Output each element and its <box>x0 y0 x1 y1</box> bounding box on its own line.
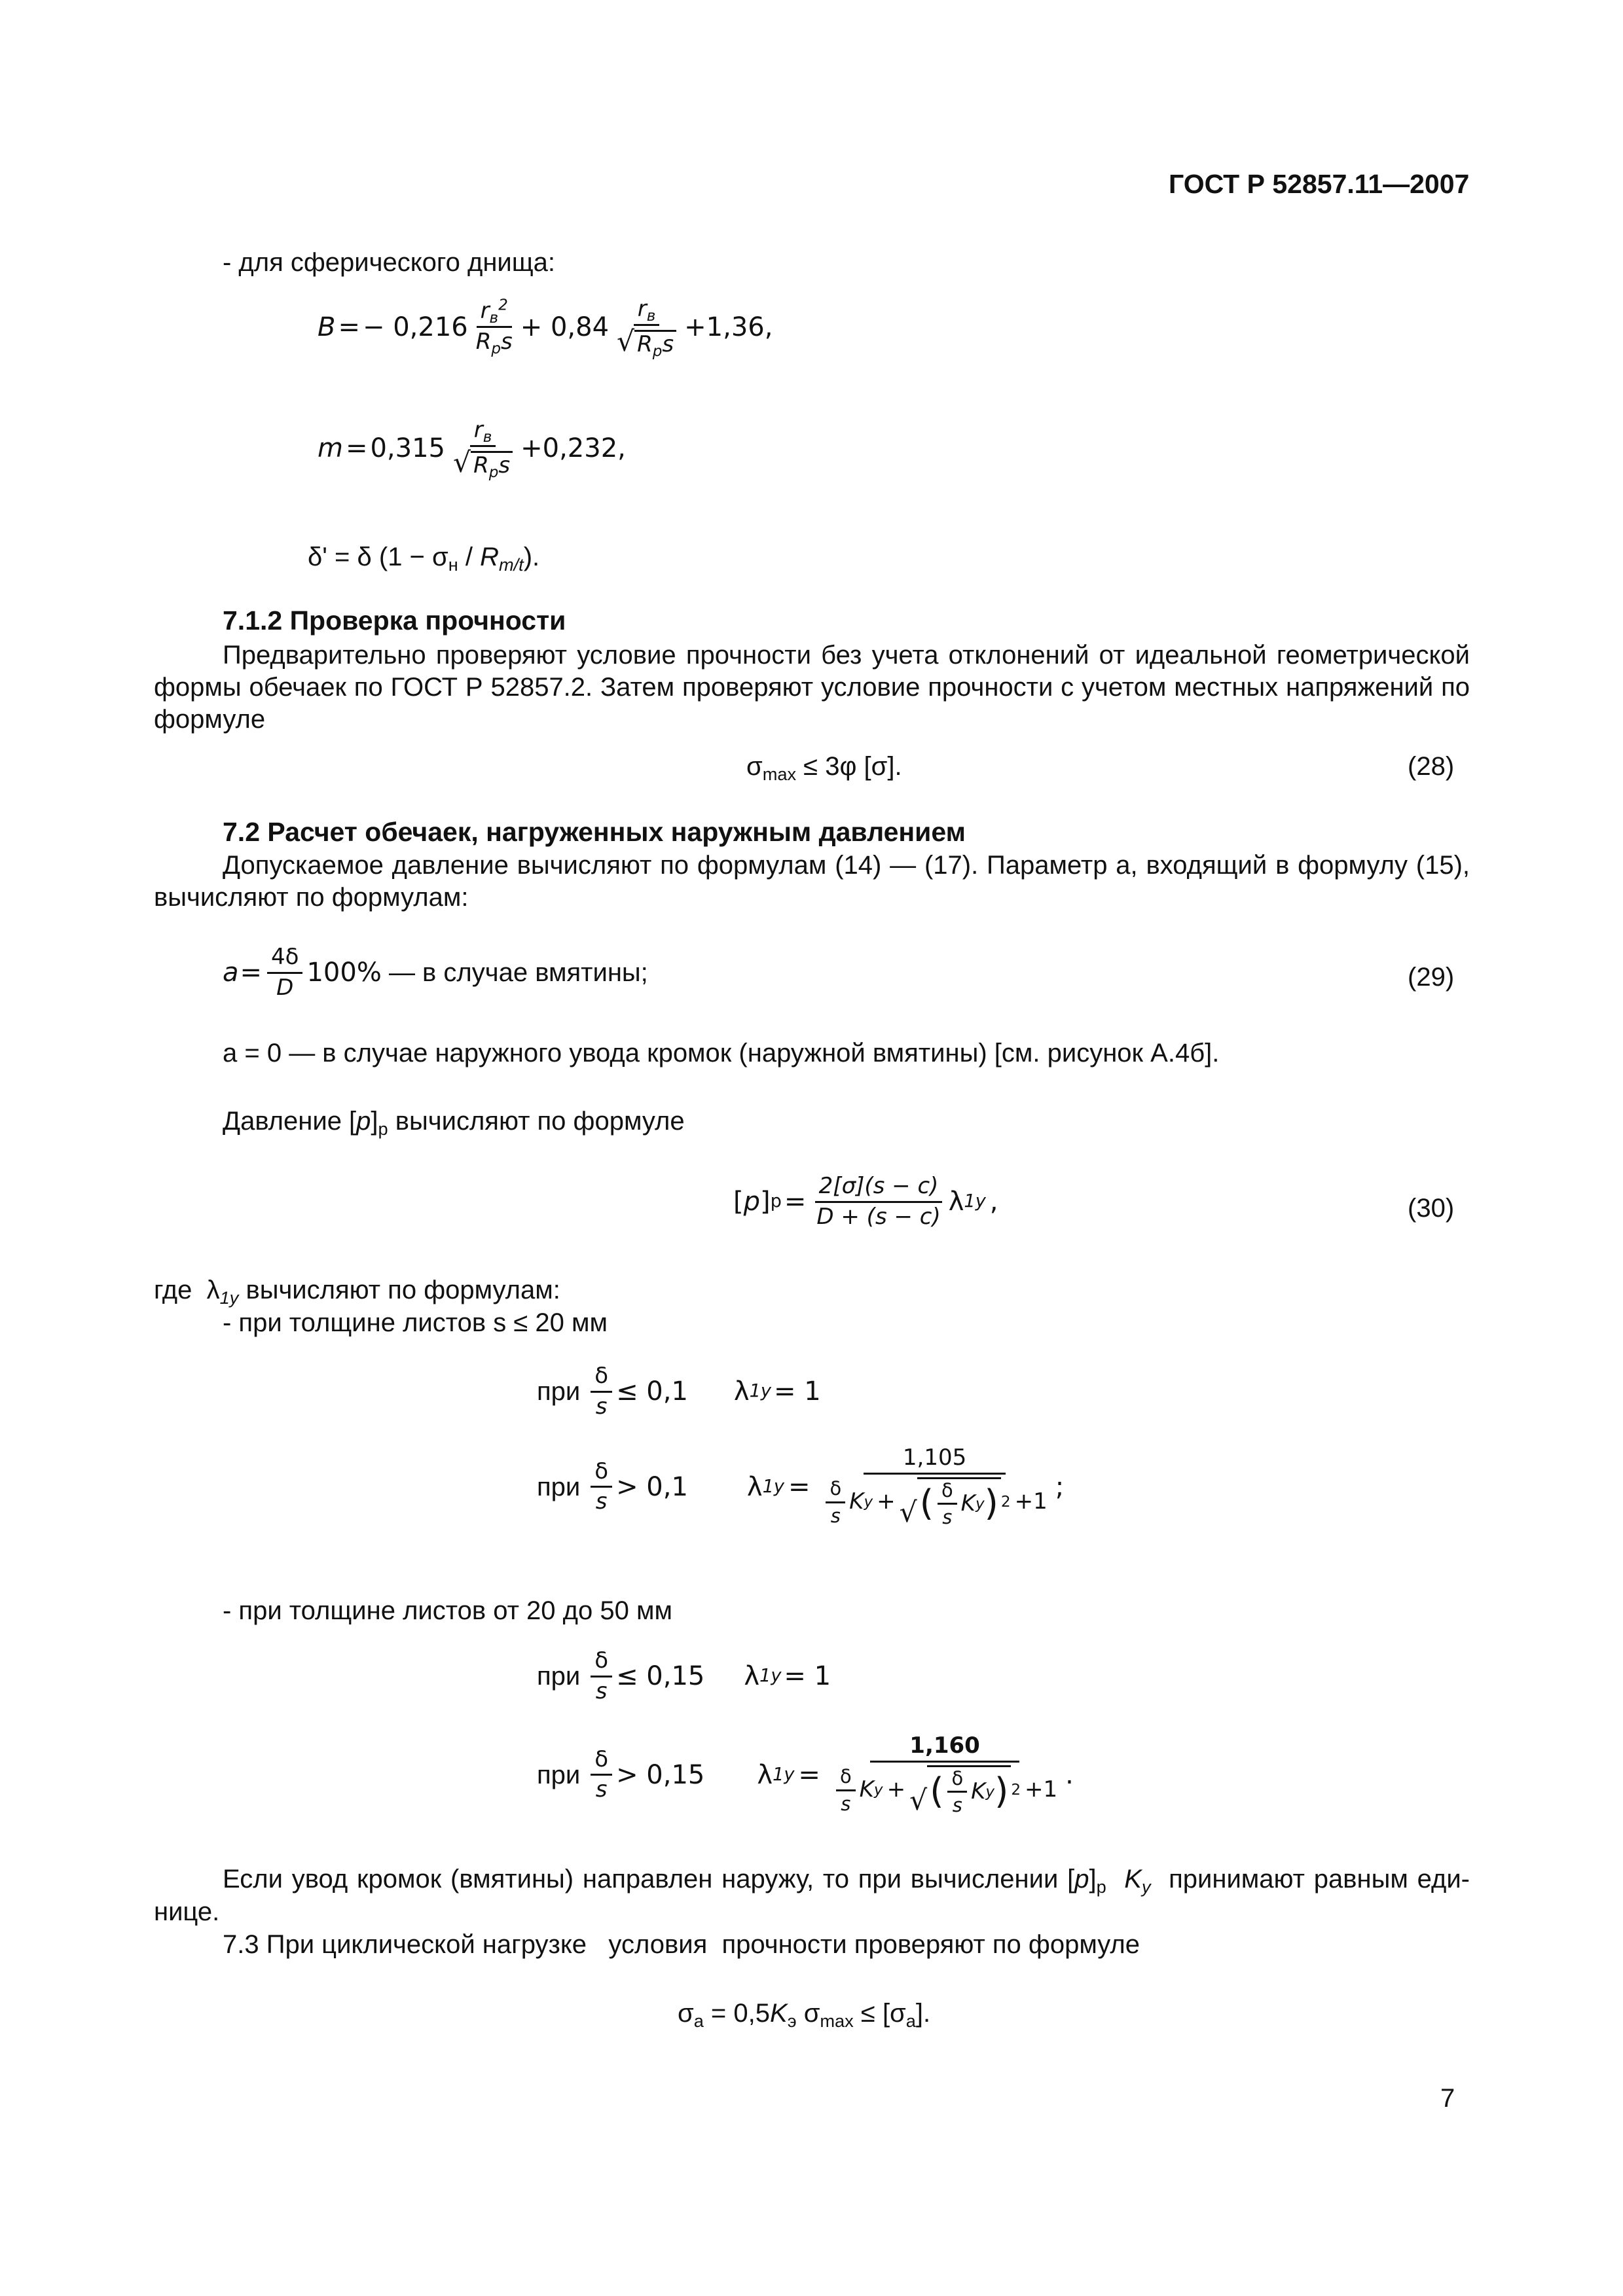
fraction <box>449 417 517 481</box>
formula-delta-prime <box>308 540 539 574</box>
var: p <box>1074 1865 1089 1893</box>
fraction <box>818 1446 1051 1527</box>
subscript: y <box>1141 1876 1151 1897</box>
numerator: δ <box>591 1649 612 1677</box>
numerator: 4δ <box>267 946 302 974</box>
equals: = <box>784 1187 807 1217</box>
text <box>1106 1865 1125 1893</box>
thin-sheets-line: - при толщине листов s ≤ 20 мм <box>223 1308 608 1337</box>
var: R <box>480 543 499 571</box>
subscript: a <box>693 2011 704 2032</box>
condition: > 0,1 <box>616 1471 688 1502</box>
subscript: p <box>491 340 501 358</box>
var: s <box>662 331 674 357</box>
radicand: ( $\frac{\delta}{s}$ K y ) <box>927 1765 1011 1816</box>
denominator: s <box>595 1393 608 1420</box>
fraction <box>826 1479 845 1526</box>
result: = 1 <box>773 1376 821 1407</box>
condition: > 0,15 <box>616 1759 705 1790</box>
text: [ <box>733 1187 744 1217</box>
thick-sheets-line: - при толщине листов от 20 до 50 мм <box>223 1596 672 1625</box>
text: ). <box>523 543 540 571</box>
radical <box>909 1765 1011 1816</box>
var: K <box>971 1778 986 1804</box>
paren: ) <box>994 1770 1009 1812</box>
formula-b <box>318 296 773 360</box>
var: r <box>637 296 647 322</box>
text: ]. <box>915 1999 931 2028</box>
subscript: max <box>820 2011 854 2032</box>
equals: = <box>345 433 368 463</box>
fraction <box>938 1480 957 1528</box>
coef: + 0,84 <box>520 312 610 342</box>
lambda: λ <box>948 1187 964 1217</box>
denominator: D + (s − c) <box>816 1203 941 1230</box>
denominator: $\frac{\delta}{s}$ K y + √ ( $\frac{\delta}{s}$ K y ) 2 +1 <box>828 1763 1061 1816</box>
var: K <box>849 1488 864 1515</box>
fraction <box>591 1460 612 1514</box>
var: R <box>475 329 492 355</box>
section-72-line2: вычисляют по формулам: <box>154 883 469 912</box>
formula-m <box>318 417 626 481</box>
var: K <box>859 1776 874 1803</box>
subscript: p <box>488 463 499 481</box>
fraction <box>836 1767 856 1814</box>
numerator: δ <box>591 1460 612 1488</box>
equals: = <box>338 312 360 342</box>
text: формы обечаек по ГОСТ Р 52857.2. Затем проверяют условие прочности с учетом местных напряжений по <box>154 673 1470 702</box>
var: R <box>473 452 489 478</box>
document-header: ГОСТ Р 52857.11—2007 <box>1169 169 1470 199</box>
numerator: δ <box>591 1365 612 1393</box>
text: +1 <box>1025 1776 1058 1803</box>
formula-b-lhs: B <box>318 312 336 342</box>
fraction <box>828 1734 1061 1815</box>
section-73: 7.3 При циклической нагрузке условия прочности проверяют по формуле <box>223 1930 1140 1959</box>
lambda: λ <box>744 1661 760 1692</box>
denominator: s <box>942 1506 953 1529</box>
var: r <box>480 298 490 325</box>
denominator: D <box>276 974 294 1001</box>
numerator: δ <box>826 1479 845 1503</box>
text: σ <box>796 1999 820 2028</box>
var: K <box>1124 1865 1142 1893</box>
text: . <box>1065 1759 1074 1790</box>
page-number: 7 <box>1440 2084 1455 2113</box>
text: ≤ [σ <box>853 1999 906 2028</box>
subscript: в <box>489 310 499 327</box>
text: при <box>537 1760 581 1789</box>
fraction <box>472 296 517 358</box>
section-712-line1 <box>223 638 1470 672</box>
equation-number-28: (28) <box>1408 752 1455 781</box>
subscript: в <box>483 428 492 446</box>
note-line1 <box>223 1862 1470 1896</box>
radical-icon: √ <box>617 325 635 358</box>
radical-icon: √ <box>899 1496 917 1529</box>
text: — в случае вмятины; <box>381 958 648 988</box>
text: ] <box>1089 1865 1097 1893</box>
radical-icon: √ <box>453 446 471 479</box>
var: p <box>743 1187 760 1217</box>
text: принимают равным еди- <box>1150 1865 1470 1893</box>
numerator: 2[σ](s − c) <box>815 1175 943 1203</box>
coef: 0,315 <box>370 433 445 463</box>
numerator: δ <box>591 1748 612 1776</box>
numerator: δ <box>947 1768 967 1793</box>
text: ; <box>1055 1471 1065 1502</box>
var: s <box>501 329 513 355</box>
text: где λ <box>154 1276 220 1304</box>
var: s <box>498 452 511 478</box>
coef: − 0,216 <box>362 312 468 342</box>
numerator: δ <box>836 1767 856 1791</box>
denominator: s <box>595 1776 608 1803</box>
fraction <box>591 1748 612 1802</box>
text: / <box>458 543 481 571</box>
text: = 0,5 <box>703 1999 771 2028</box>
section-712-line3: формуле <box>154 705 266 734</box>
numerator: 1,160 <box>870 1734 1019 1763</box>
equation-number-29: (29) <box>1408 963 1455 992</box>
fraction <box>267 946 302 999</box>
superscript: 2 <box>498 296 508 314</box>
pressure-intro <box>223 1104 685 1138</box>
note-line2: нице. <box>154 1897 220 1926</box>
subscript: p <box>652 342 663 360</box>
paren: ( <box>930 1770 944 1812</box>
formula-28 <box>746 749 902 783</box>
subscript: в <box>646 307 656 325</box>
paren: ( <box>919 1482 934 1524</box>
denominator: $\frac{\delta}{s}$ K y + √ ( $\frac{\delta}{s}$ K y ) 2 +1 <box>818 1475 1051 1528</box>
radicand: ( $\frac{\delta}{s}$ K y ) <box>917 1477 1001 1528</box>
text: , <box>989 1187 998 1217</box>
var: r <box>473 417 483 443</box>
equals: = <box>798 1759 820 1790</box>
section-712-line2 <box>154 670 1470 704</box>
paren: ) <box>984 1482 998 1524</box>
section-72-line1 <box>223 848 1470 882</box>
fraction <box>613 296 680 360</box>
case-2: при $\frac{\delta}{s}$ > 0,1 λ 1y = 1,105 $\frac{\delta}{s}$ K y + √ ( $\frac{\delta}{s}$ K y ) 2 +1 ; <box>537 1444 1065 1529</box>
subscript: a <box>905 2011 916 2032</box>
text: при <box>537 1472 581 1501</box>
denominator: s <box>952 1794 962 1817</box>
text: σ <box>746 752 763 781</box>
plus: + <box>877 1488 896 1515</box>
denominator: s <box>830 1504 841 1527</box>
equals: = <box>788 1471 811 1502</box>
case-1: при $\frac{\delta}{s}$ ≤ 0,1 λ 1y = 1 <box>537 1363 821 1420</box>
lambda: λ <box>746 1471 763 1502</box>
text: вычисляют по формулам: <box>238 1276 560 1304</box>
subscript: m/t <box>498 554 524 575</box>
plus: + <box>886 1776 906 1803</box>
lambda: λ <box>733 1376 750 1407</box>
var: K <box>960 1490 976 1516</box>
text: Допускаемое давление вычисляют по формулам (14) — (17). Параметр а, входящий в формулу (15), <box>223 851 1470 880</box>
text: 100% <box>306 958 382 988</box>
text: +1 <box>1014 1488 1048 1515</box>
formula-30: [ p ] p = $\frac{2[\sigma](s - c)}{D + (s - c)}$ λ 1y , <box>733 1173 998 1230</box>
formula-sigma-a <box>678 1996 930 2030</box>
equation-number-30: (30) <box>1408 1194 1455 1223</box>
text: ] <box>371 1107 378 1136</box>
fraction <box>591 1365 612 1418</box>
text: Давление [ <box>223 1107 357 1136</box>
coef: +0,232, <box>520 433 626 463</box>
formula-m-lhs: m <box>318 433 343 463</box>
subscript: э <box>787 2011 797 2032</box>
formula-29 <box>223 946 648 999</box>
text: ≤ 3φ [σ]. <box>796 752 902 781</box>
section-712-title: 7.1.2 Проверка прочности <box>223 605 566 636</box>
radical-icon: √ <box>909 1784 928 1817</box>
text: σ <box>678 1999 694 2028</box>
numerator: δ <box>938 1480 957 1505</box>
var: p <box>356 1107 371 1136</box>
subscript: max <box>762 764 797 785</box>
subscript: р <box>378 1119 388 1139</box>
equals: = <box>240 958 263 988</box>
text: Если увод кромок (вмятины) направлен наружу, то при вычислении [ <box>223 1865 1075 1893</box>
where-line <box>154 1273 560 1307</box>
section-72-title: 7.2 Расчет обечаек, нагруженных наружным давлением <box>223 817 966 847</box>
radical <box>900 1477 1001 1528</box>
condition: ≤ 0,15 <box>616 1661 705 1692</box>
coef: +1,36, <box>684 312 773 342</box>
lambda: λ <box>757 1759 773 1790</box>
fraction <box>947 1768 967 1816</box>
var: a <box>223 958 239 988</box>
var: K <box>770 1999 788 2028</box>
text: δ' = δ (1 − σ <box>308 543 448 571</box>
var: R <box>637 331 653 357</box>
subscript: р <box>1096 1876 1106 1897</box>
numerator: 1,105 <box>864 1446 1006 1475</box>
denominator: s <box>595 1677 608 1704</box>
text: вычисляют по формуле <box>388 1107 685 1136</box>
denominator: s <box>595 1488 608 1515</box>
case-4: при $\frac{\delta}{s}$ > 0,15 λ 1y = 1,160 $\frac{\delta}{s}$ K y + √ ( $\frac{\delta}{s}$ K y ) 2 +1 . <box>537 1732 1074 1817</box>
subscript: 1y <box>219 1287 239 1308</box>
case-3: при $\frac{\delta}{s}$ ≤ 0,15 λ 1y = 1 <box>537 1647 831 1704</box>
fraction <box>591 1649 612 1703</box>
result: = 1 <box>784 1661 831 1692</box>
denominator: s <box>841 1792 851 1815</box>
sphere-intro: - для сферического днища: <box>223 248 556 277</box>
text: при <box>537 1377 581 1407</box>
text: при <box>537 1662 581 1691</box>
condition: ≤ 0,1 <box>616 1376 688 1407</box>
a-zero-line: а = 0 — в случае наружного увода кромок (наружной вмятины) [см. рисунок А.4б]. <box>223 1039 1220 1067</box>
text: ] <box>760 1187 771 1217</box>
subscript: н <box>448 554 458 575</box>
fraction <box>812 1175 944 1229</box>
text: Предварительно проверяют условие прочности без учета отклонений от идеальной геометрической <box>223 641 1470 670</box>
